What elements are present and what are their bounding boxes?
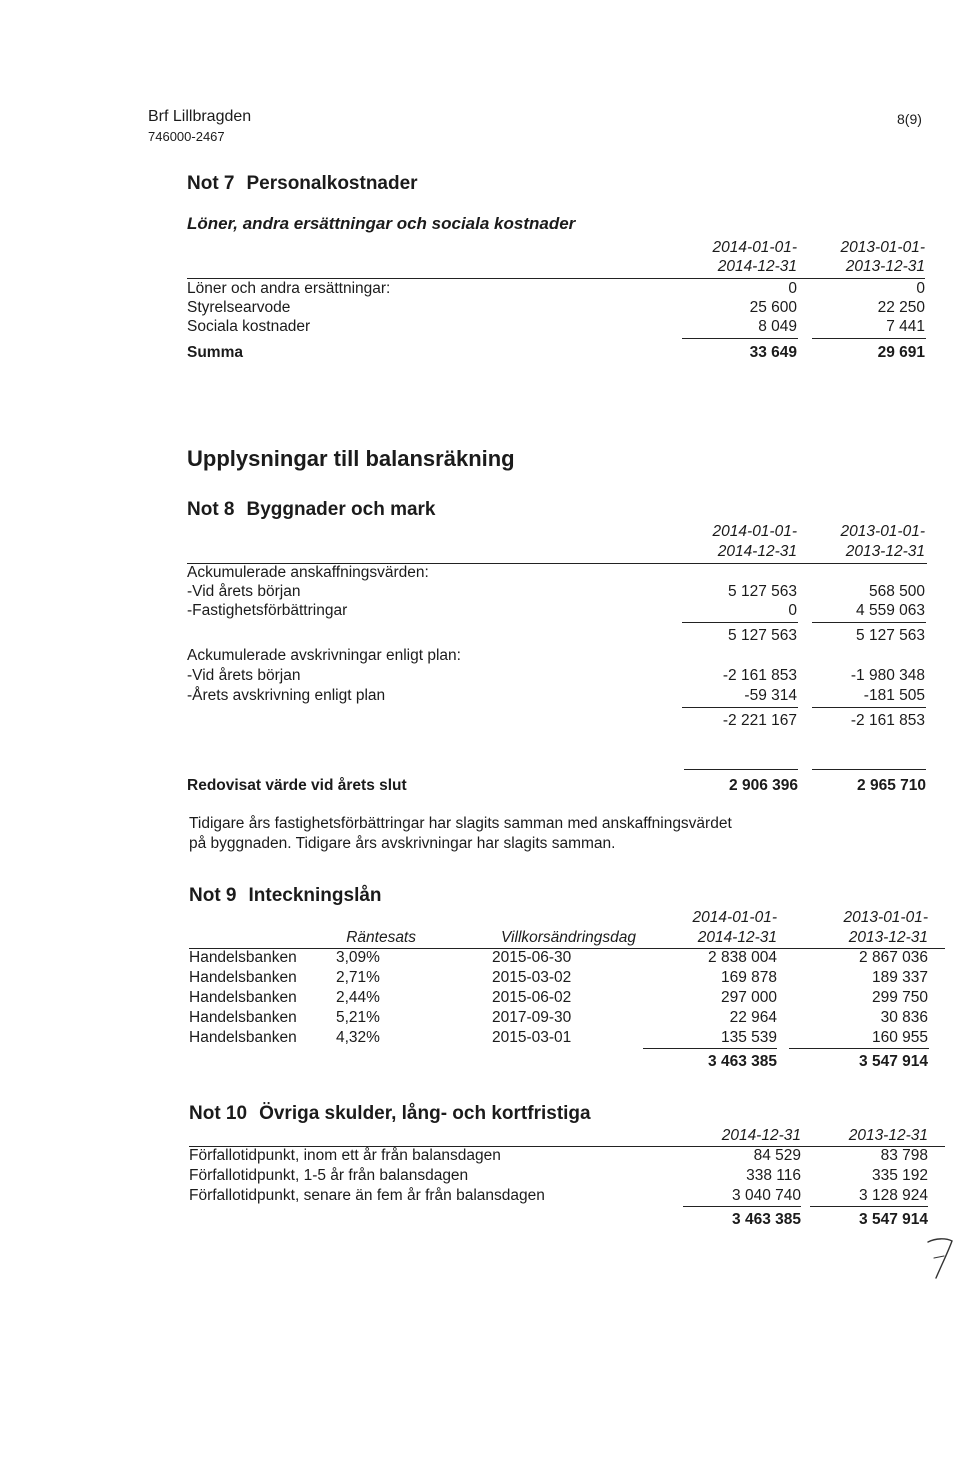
row-value-2013: 7 441 <box>886 318 925 335</box>
note7-row <box>187 279 925 299</box>
note7-col1-header-end: 2014-12-31 <box>717 258 797 275</box>
note10-total-row <box>189 1210 929 1230</box>
total-value-2014: 3 463 385 <box>708 1053 777 1070</box>
note8-dep-heading <box>187 646 925 666</box>
note7-number: Not 7 <box>187 173 235 194</box>
sum-value-2013: -2 161 853 <box>850 712 925 729</box>
note7-row <box>187 317 925 337</box>
note10-title: Övriga skulder, lång- och kortfristiga <box>259 1103 591 1124</box>
section-label: Ackumulerade anskaffningsvärden: <box>187 564 429 581</box>
note8-title: Byggnader och mark <box>246 499 436 520</box>
organization-number: 746000-2467 <box>148 129 225 144</box>
explanation-line: på byggnaden. Tidigare års avskrivningar har slagits samman. <box>189 835 616 852</box>
note9-col1-header-end: 2014-12-31 <box>697 929 777 946</box>
note8-col2-header-end: 2013-12-31 <box>845 543 925 560</box>
loan-row <box>189 948 929 968</box>
maturity-row <box>189 1186 929 1206</box>
row-value-2013: -1 980 348 <box>850 667 925 684</box>
note10-number: Not 10 <box>189 1103 248 1124</box>
row-label: Styrelsearvode <box>187 299 291 316</box>
total-value-2014: 3 463 385 <box>732 1211 801 1228</box>
loan-row <box>189 988 929 1008</box>
note9-heading <box>189 885 382 907</box>
row-label: -Vid årets början <box>187 583 301 600</box>
loan-value-2014: 297 000 <box>720 989 777 1006</box>
row-label: Förfallotidpunkt, inom ett år från balansdagen <box>189 1147 501 1164</box>
change-date: 2015-03-01 <box>492 1029 572 1046</box>
row-value-2013: 22 250 <box>877 299 925 316</box>
note9-sum-rule-2014 <box>643 1048 777 1049</box>
note9-title: Inteckningslån <box>248 885 382 906</box>
note7-heading <box>187 173 418 195</box>
note9-col2-header-end: 2013-12-31 <box>848 929 928 946</box>
note8-acq-sum-rule-2013 <box>812 622 926 623</box>
organization-name: Brf Lillbragden <box>148 108 252 125</box>
note9-rate-header: Räntesats <box>346 929 416 946</box>
note9-total-row <box>189 1052 929 1072</box>
loan-value-2013: 189 337 <box>871 969 928 986</box>
note8-result-rule-2013 <box>812 769 926 770</box>
loan-value-2013: 160 955 <box>871 1029 928 1046</box>
note7-col1-header-start: 2014-01-01- <box>712 239 797 256</box>
total-value-2014: 33 649 <box>749 344 797 361</box>
row-value-2014: 84 529 <box>753 1147 801 1164</box>
note8-col1-header-start: 2014-01-01- <box>712 523 797 540</box>
note8-result-row <box>187 776 926 796</box>
bank-name: Handelsbanken <box>189 989 297 1006</box>
note8-dep-sum-rule-2013 <box>812 707 926 708</box>
loan-value-2013: 2 867 036 <box>859 949 928 966</box>
loan-value-2014: 22 964 <box>729 1009 777 1026</box>
bank-name: Handelsbanken <box>189 949 297 966</box>
note7-row <box>187 298 925 318</box>
note8-col2-header-start: 2013-01-01- <box>840 523 925 540</box>
note7-subtitle: Löner, andra ersättningar och sociala kostnader <box>187 214 576 233</box>
bank-name: Handelsbanken <box>189 1029 297 1046</box>
explanation-line: Tidigare års fastighetsförbättringar har slagits samman med anskaffningsvärdet <box>189 815 732 832</box>
sum-value-2014: 5 127 563 <box>728 627 797 644</box>
interest-rate: 2,71% <box>336 969 380 986</box>
loan-value-2014: 169 878 <box>720 969 777 986</box>
note8-dep-row <box>187 686 925 706</box>
total-label: Summa <box>187 344 243 361</box>
note8-acq-sum-row <box>187 626 925 646</box>
result-value-2014: 2 906 396 <box>729 777 798 794</box>
row-value-2013: 83 798 <box>880 1147 928 1164</box>
note8-dep-sum-row <box>187 711 925 731</box>
sum-value-2014: -2 221 167 <box>722 712 797 729</box>
note7-title: Personalkostnader <box>246 173 418 194</box>
interest-rate: 3,09% <box>336 949 380 966</box>
loan-row <box>189 1028 929 1048</box>
loan-value-2013: 299 750 <box>871 989 928 1006</box>
maturity-row <box>189 1146 929 1166</box>
note7-col2-header-end: 2013-12-31 <box>845 258 925 275</box>
note9-col2-header-start: 2013-01-01- <box>843 909 928 926</box>
total-value-2013: 29 691 <box>877 344 925 361</box>
note9-sum-rule-2013 <box>789 1048 929 1049</box>
loan-value-2014: 2 838 004 <box>708 949 777 966</box>
row-value-2014: 25 600 <box>749 299 797 316</box>
row-value-2014: -59 314 <box>744 687 797 704</box>
row-label: -Vid årets början <box>187 667 301 684</box>
result-label: Redovisat värde vid årets slut <box>187 777 407 794</box>
loan-value-2014: 135 539 <box>720 1029 777 1046</box>
row-value-2014: 0 <box>788 280 797 297</box>
maturity-row <box>189 1166 929 1186</box>
page-number: 8(9) <box>897 111 922 127</box>
bank-name: Handelsbanken <box>189 969 297 986</box>
total-value-2013: 3 547 914 <box>859 1211 928 1228</box>
row-label: Förfallotidpunkt, senare än fem år från balansdagen <box>189 1187 545 1204</box>
note7-sum-rule-2014 <box>682 338 798 339</box>
interest-rate: 2,44% <box>336 989 380 1006</box>
note10-sum-rule-2014 <box>683 1206 801 1207</box>
interest-rate: 5,21% <box>336 1009 380 1026</box>
row-value-2013: 3 128 924 <box>859 1187 928 1204</box>
row-label: -Fastighetsförbättringar <box>187 602 348 619</box>
note8-dep-row <box>187 666 925 686</box>
note10-col1-header: 2014-12-31 <box>721 1127 801 1144</box>
note8-dep-sum-rule-2014 <box>682 707 798 708</box>
note7-sum-rule-2013 <box>812 338 926 339</box>
row-value-2013: 0 <box>916 280 925 297</box>
note7-col2-header-start: 2013-01-01- <box>840 239 925 256</box>
change-date: 2015-06-02 <box>492 989 572 1006</box>
note8-acq-heading <box>187 563 925 583</box>
row-value-2013: 568 500 <box>868 583 925 600</box>
note10-heading <box>189 1103 591 1125</box>
note8-heading <box>187 499 436 521</box>
note8-acq-sum-rule-2014 <box>682 622 798 623</box>
note8-col1-header-end: 2014-12-31 <box>717 543 797 560</box>
row-value-2013: 335 192 <box>871 1167 928 1184</box>
change-date: 2015-06-30 <box>492 949 572 966</box>
note10-col2-header: 2013-12-31 <box>848 1127 928 1144</box>
loan-value-2013: 30 836 <box>880 1009 928 1026</box>
note10-sum-rule-2013 <box>810 1206 928 1207</box>
row-value-2013: -181 505 <box>863 687 925 704</box>
row-value-2013: 4 559 063 <box>856 602 925 619</box>
row-value-2014: -2 161 853 <box>722 667 797 684</box>
note9-col1-header-start: 2014-01-01- <box>692 909 777 926</box>
row-label: Förfallotidpunkt, 1-5 år från balansdagen <box>189 1167 469 1184</box>
balance-section-heading: Upplysningar till balansräkning <box>187 446 515 471</box>
row-label: -Årets avskrivning enligt plan <box>187 687 386 704</box>
total-value-2013: 3 547 914 <box>859 1053 928 1070</box>
note7-total-row <box>187 343 925 363</box>
note9-number: Not 9 <box>189 885 237 906</box>
note8-explanation <box>189 814 809 854</box>
interest-rate: 4,32% <box>336 1029 380 1046</box>
row-value-2014: 8 049 <box>758 318 797 335</box>
row-label: Sociala kostnader <box>187 318 311 335</box>
handwritten-initial-mark <box>920 1232 960 1282</box>
section-label: Ackumulerade avskrivningar enligt plan: <box>187 647 461 664</box>
loan-row <box>189 1008 929 1028</box>
loan-row <box>189 968 929 988</box>
change-date: 2015-03-02 <box>492 969 572 986</box>
change-date: 2017-09-30 <box>492 1009 572 1026</box>
note8-acq-row <box>187 601 925 621</box>
row-value-2014: 3 040 740 <box>732 1187 801 1204</box>
note9-date-header: Villkorsändringsdag <box>501 929 636 946</box>
note8-result-rule-2014 <box>684 769 798 770</box>
sum-value-2013: 5 127 563 <box>856 627 925 644</box>
bank-name: Handelsbanken <box>189 1009 297 1026</box>
note8-acq-row <box>187 582 925 602</box>
row-value-2014: 338 116 <box>746 1167 801 1184</box>
note8-number: Not 8 <box>187 499 235 520</box>
row-label: Löner och andra ersättningar: <box>187 280 391 297</box>
row-value-2014: 0 <box>788 602 797 619</box>
row-value-2014: 5 127 563 <box>728 583 797 600</box>
result-value-2013: 2 965 710 <box>857 777 926 794</box>
